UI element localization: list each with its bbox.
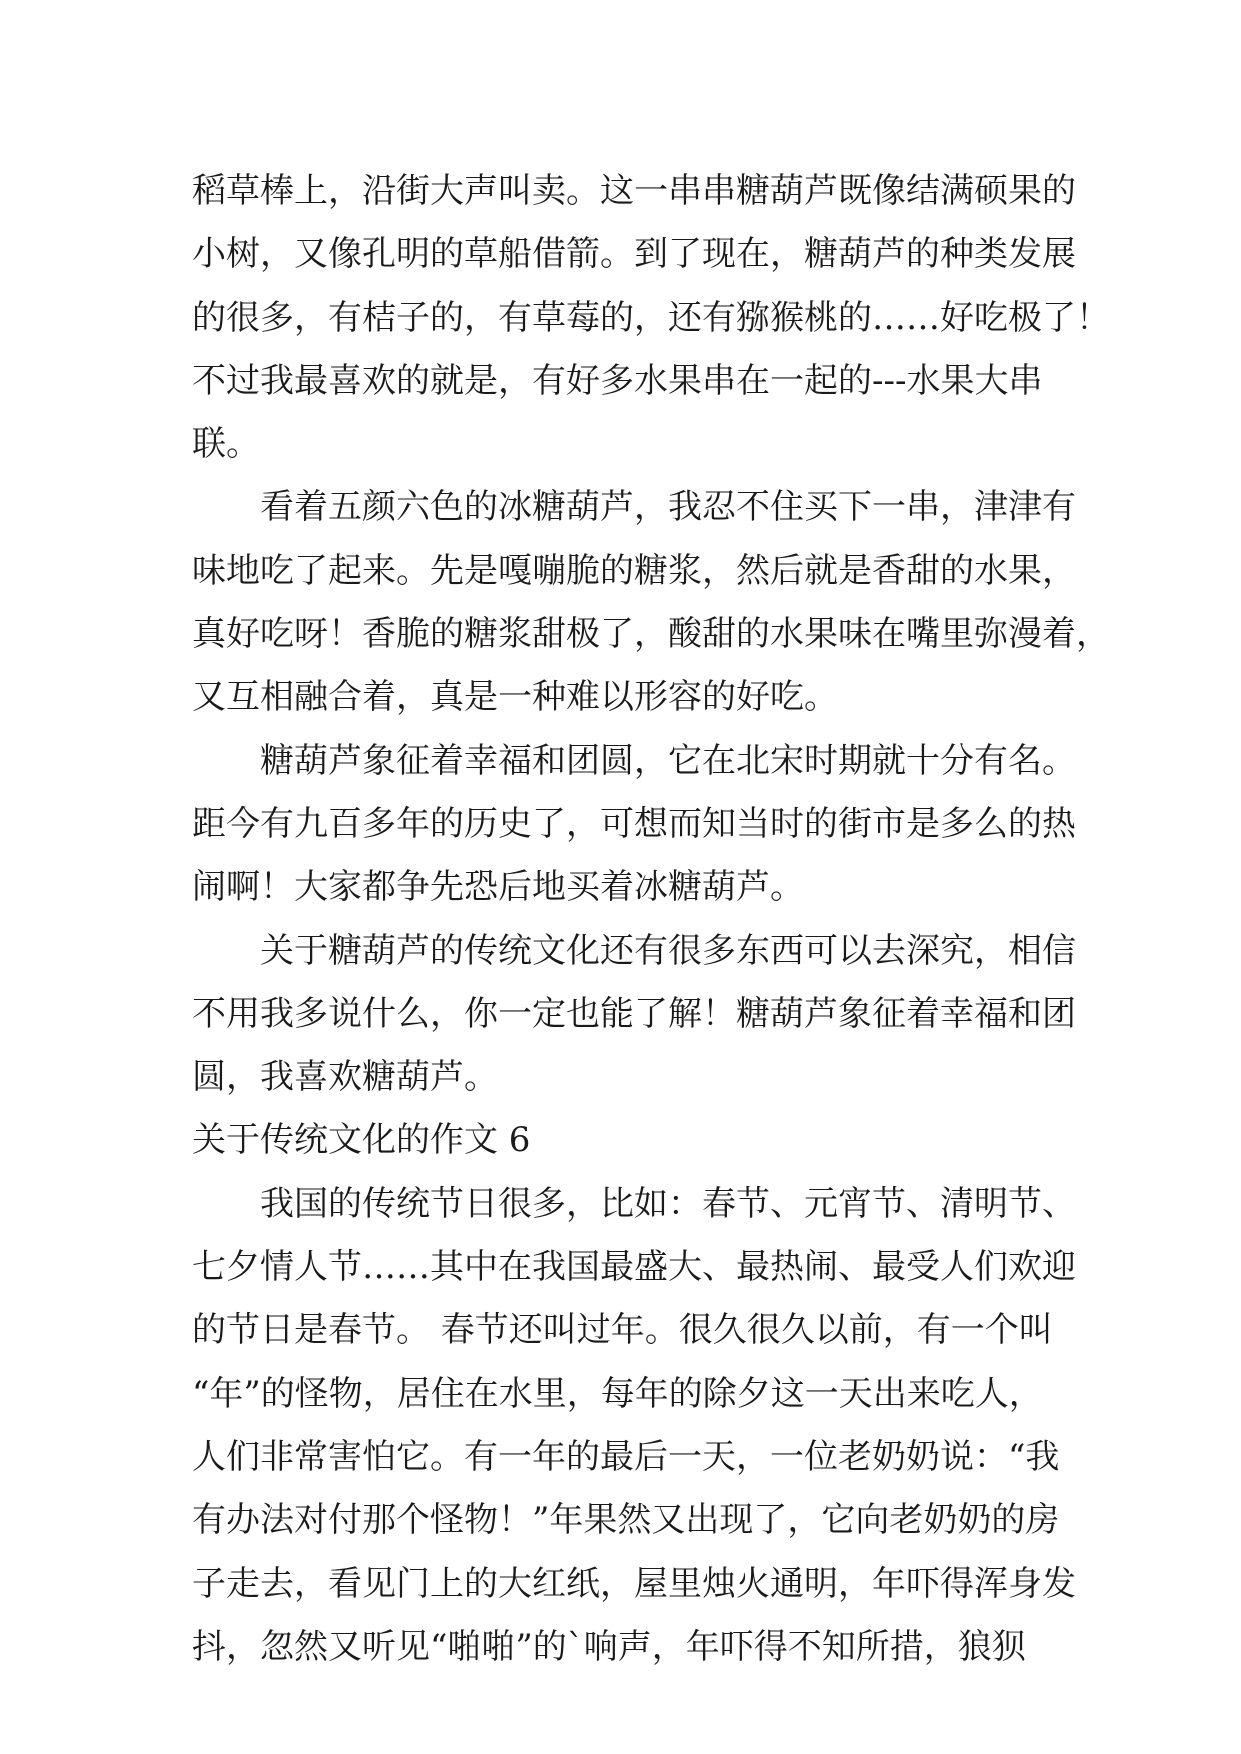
text-line xyxy=(192,1046,1072,1109)
line-text: 看着五颜六色的冰糖葫芦，我忍不住买下一串，津津有 xyxy=(192,487,1076,528)
line-text: 的很多，有桔子的，有草莓的，还有猕猴桃的……好吃极了！ xyxy=(192,297,1110,338)
text-line xyxy=(192,793,1076,856)
text-line xyxy=(192,666,1072,729)
text-line xyxy=(192,160,1076,223)
line-text: 的节日是春节。 春节还叫过年。很久很久以前，有一个叫 xyxy=(192,1310,1053,1351)
text-line xyxy=(192,350,1072,413)
text-line xyxy=(192,983,1076,1046)
text-line xyxy=(192,603,1110,666)
section-heading xyxy=(192,1109,1072,1172)
line-text: 子走去，看见门上的大红纸，屋里烛火通明，年吓得浑身发 xyxy=(192,1563,1076,1604)
line-text: 距今有九百多年的历史了，可想而知当时的街市是多么的热 xyxy=(192,803,1076,844)
text-line xyxy=(192,1299,1072,1362)
line-text: 联。 xyxy=(192,424,260,465)
line-text: 稻草棒上，沿街大声叫卖。这一串串糖葫芦既像结满硕果的 xyxy=(192,171,1076,211)
text-line xyxy=(192,1616,1072,1679)
section-heading-text: 关于传统文化的作文 6 xyxy=(192,1120,531,1161)
text-line xyxy=(192,1363,1072,1426)
line-text: 小树，又像孔明的草船借箭。到了现在，糖葫芦的种类发展 xyxy=(192,234,1076,275)
line-text: “年”的怪物，居住在水里，每年的除夕这一天出来吃人， xyxy=(192,1373,1043,1414)
text-line xyxy=(192,1236,1076,1299)
text-line xyxy=(192,287,1110,350)
text-line xyxy=(192,730,1076,793)
text-line xyxy=(192,1553,1076,1616)
line-text: 又互相融合着，真是一种难以形容的好吃。 xyxy=(192,677,838,718)
line-text: 人们非常害怕它。有一年的最后一天，一位老奶奶说：“我 xyxy=(192,1436,1060,1477)
line-text: 味地吃了起来。先是嘎嘣脆的糖浆，然后就是香甜的水果， xyxy=(192,550,1076,591)
text-line xyxy=(192,540,1076,603)
text-line xyxy=(192,1173,1076,1236)
line-text: 我国的传统节日很多，比如：春节、元宵节、清明节、 xyxy=(192,1183,1076,1224)
text-line xyxy=(192,856,1072,919)
text-line xyxy=(192,920,1076,983)
line-text: 关于糖葫芦的传统文化还有很多东西可以去深究，相信 xyxy=(192,930,1076,971)
line-text: 闹啊！大家都争先恐后地买着冰糖葫芦。 xyxy=(192,867,804,908)
text-line xyxy=(192,476,1076,539)
line-text: 糖葫芦象征着幸福和团圆，它在北宋时期就十分有名。 xyxy=(192,740,1076,781)
line-text: 不过我最喜欢的就是，有好多水果串在一起的---水果大串 xyxy=(192,360,1043,401)
line-text: 不用我多说什么，你一定也能了解！糖葫芦象征着幸福和团 xyxy=(192,993,1076,1034)
text-line xyxy=(192,1489,1072,1552)
text-line xyxy=(192,223,1076,286)
text-line xyxy=(192,413,1072,476)
text-line xyxy=(192,1426,1072,1489)
body-text xyxy=(192,160,1110,1679)
line-text: 圆，我喜欢糖葫芦。 xyxy=(192,1057,498,1098)
line-text: 有办法对付那个怪物！”年果然又出现了，它向老奶奶的房 xyxy=(192,1500,1060,1541)
line-text: 七夕情人节……其中在我国最盛大、最热闹、最受人们欢迎 xyxy=(192,1247,1076,1288)
line-text: 抖，忽然又听见“啪啪”的`响声，年吓得不知所措，狼狈 xyxy=(192,1626,1026,1667)
line-text: 真好吃呀！香脆的糖浆甜极了，酸甜的水果味在嘴里弥漫着， xyxy=(192,614,1110,655)
